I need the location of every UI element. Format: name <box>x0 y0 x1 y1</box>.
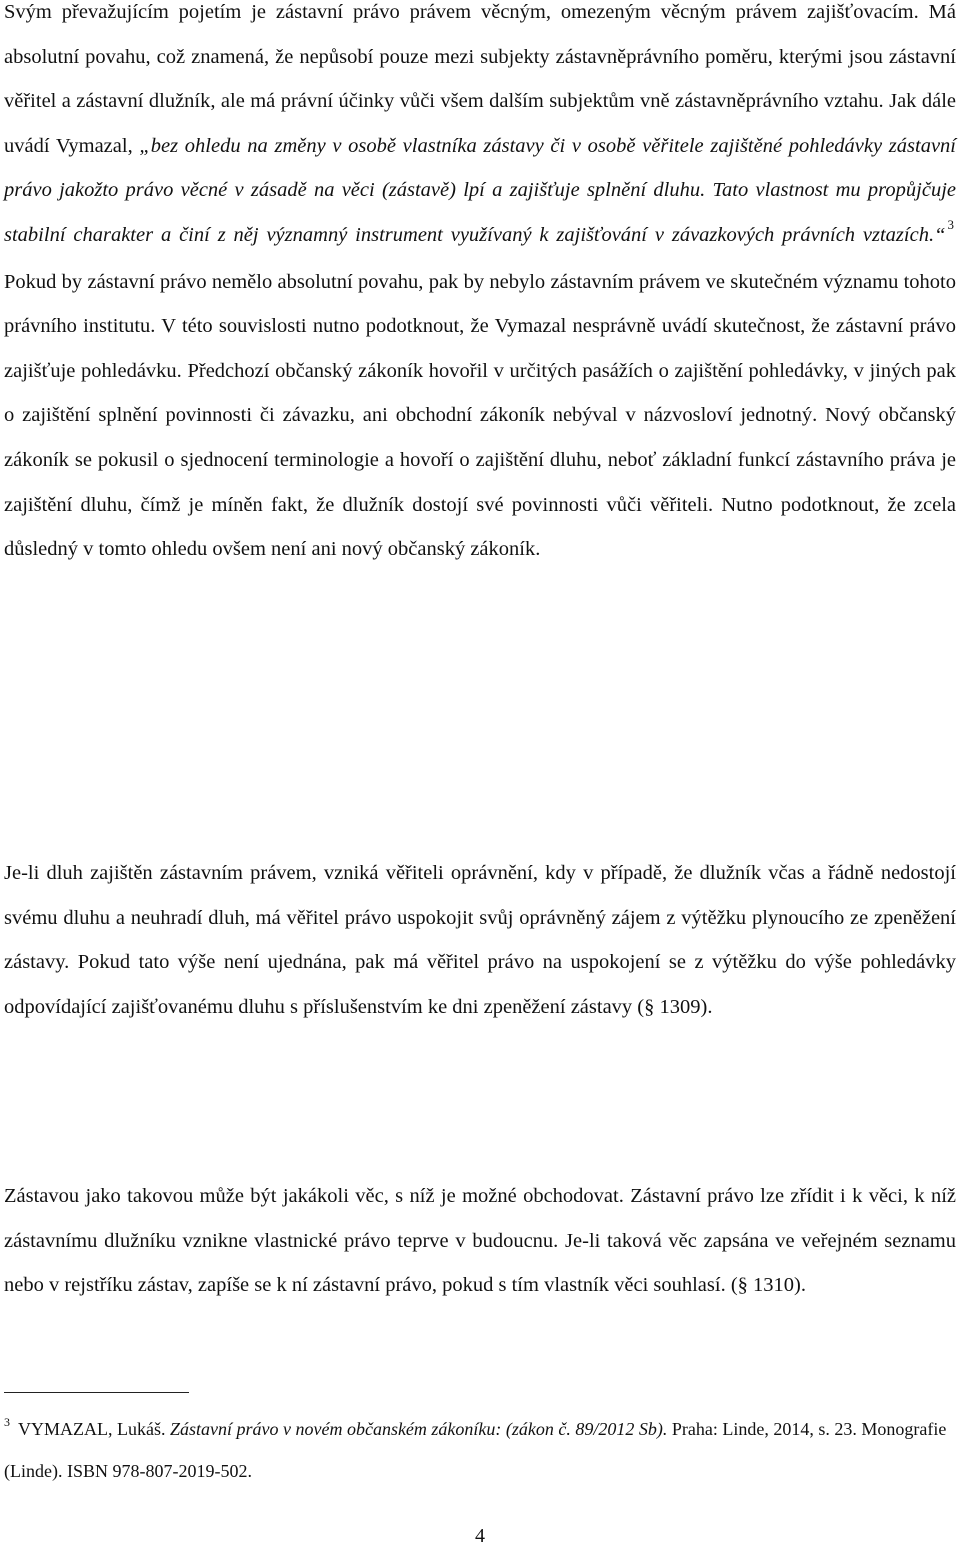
page-number: 4 <box>475 1525 485 1547</box>
footnote-publication: Praha: Linde, 2014, s. 23. Monografie (Linde). ISBN 978-807-2019-502. <box>4 1419 947 1481</box>
paragraph-text: Svým převažujícím pojetím je zástavní právo právem věcným, omezeným věcným právem zajišťovacím. Má absolutní povahu, což znamená, že nepůsobí pouze mezi subjekty zástavněprávního poměru, kterými jsou zástavní věřitel a zástavní dlužník, ale má právní účinky vůči všem dalším subjektům vně zástavněprávního vztahu. Jak dále uvádí Vymazal, <box>4 1 956 157</box>
footnote-author: VYMAZAL, Lukáš. <box>18 1419 170 1439</box>
paragraph-text-continued: Pokud by zástavní právo nemělo absolutní povahu, pak by nebylo zástavním právem ve skutečném významu tohoto právního institutu. V této souvislosti nutno podotknout, že Vymazal nesprávně uvádí skutečnost, že zástavní právo zajišťuje pohledávku. Předchozí občanský zákoník hovořil v určitých pasážích o zajištění pohledávky, v jiných pak o zajištění splnění povinnosti či závazku, ani obchodní zákoník nebýval v názvosloví jednotný. Nový občanský zákoník se pokusil o sjednocení terminologie a hovoří o zajištění dluhu, neboť základní funkcí zástavního práva je zajištění dluhu, čímž je míněn fakt, že dlužník dostojí své povinnosti vůči věřiteli. Nutno podotknout, že zcela důsledný v tomto ohledu ovšem není ani nový občanský zákoník. <box>4 270 956 561</box>
footnote-separator <box>4 1392 189 1393</box>
footnote <box>4 1409 956 1491</box>
paragraph-pledge-object: Zástavou jako takovou může být jakákoli věc, s níž je možné obchodovat. Zástavní právo lze zřídit i k věci, k níž zástavnímu dlužníku vznikne vlastnické právo teprve v budoucnu. Je-li taková věc zapsána ve veřejném seznamu nebo v rejstříku zástav, zapíše se k ní zástavní právo, pokud s tím vlastník věci souhlasí. (§ 1310). <box>4 1185 956 1297</box>
footnote-number: 3 <box>4 1415 10 1429</box>
footnote-reference: 3 <box>947 216 954 232</box>
footnote-title: Zástavní právo v novém občanském zákoníku: (zákon č. 89/2012 Sb). <box>169 1419 668 1439</box>
paragraph-pledge-nature <box>4 0 956 572</box>
quotation-vymazal: „bez ohledu na změny v osobě vlastníka zástavy či v osobě věřitele zajištěné pohledávky zástavní právo jakožto právo věcné v zásadě na věci (zástavě) lpí a zajišťuje splnění dluhu. Tato vlastnost mu propůjčuje stabilní charakter a činí z něj významný instrument využívaný k zajišťování v závazkových právních vztazích.“ <box>4 134 956 246</box>
paragraph-creditor-satisfaction: Je-li dluh zajištěn zástavním právem, vzniká věřiteli oprávnění, kdy v případě, že dlužník včas a řádně nedostojí svému dluhu a neuhradí dluh, má věřitel právo uspokojit svůj oprávněný zájem z výtěžku plynoucího ze zpeněžení zástavy. Pokud tato výše není ujednána, pak má věřitel právo na uspokojení se z výtěžku do výše pohledávky odpovídající zajišťovanému dluhu s příslušenstvím ke dni zpeněžení zástavy (§ 1309). <box>4 862 956 1018</box>
